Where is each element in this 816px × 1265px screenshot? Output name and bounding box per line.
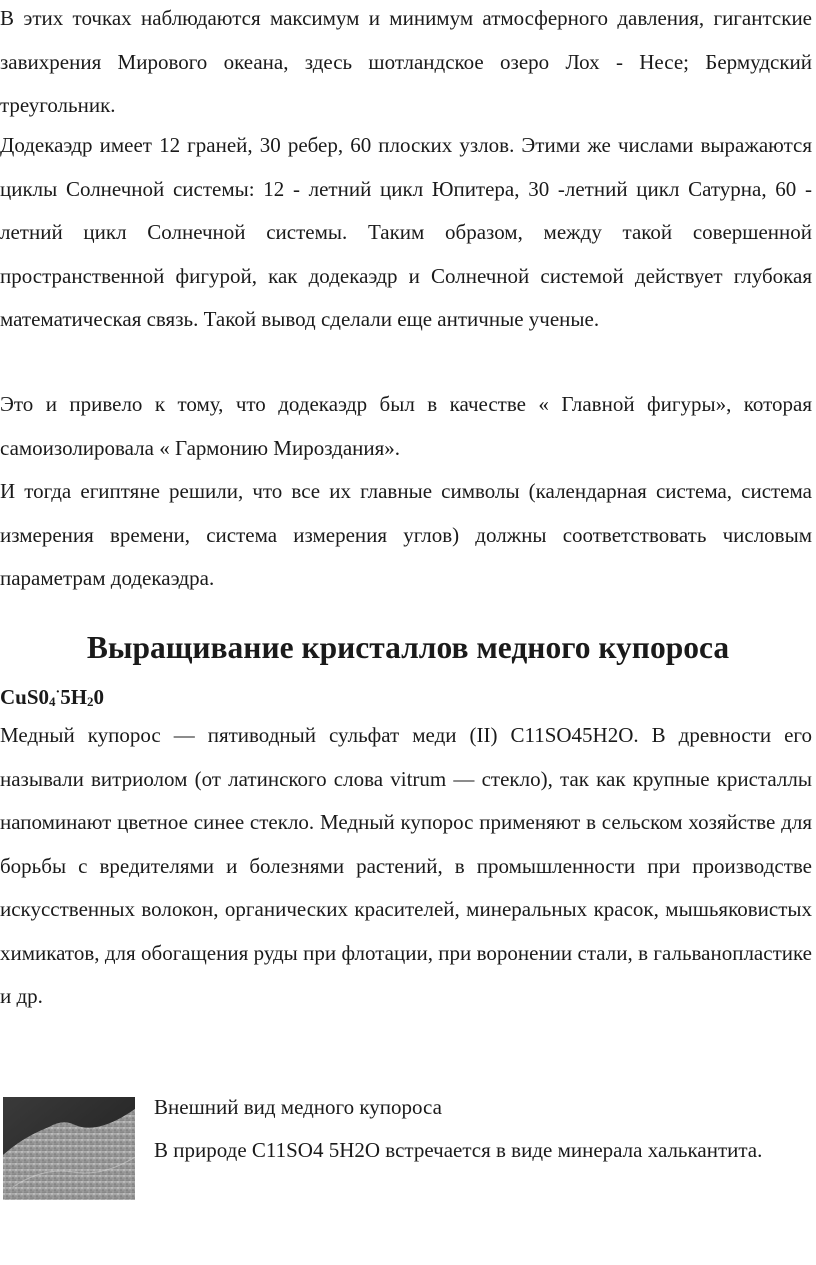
formula-part: 0 [93,685,105,709]
paragraph-dodecahedron: Додекаэдр имеет 12 граней, 30 ребер, 60 плоских узлов. Этими же числами выражаются циклы Солнечной системы: 12 - летний цикл Юпитера, 30 -летний цикл Сатурна, 60 - летний цикл Солнечной системы. Таким образом, между такой совершенной пространственной фигурой, как додекаэдр и Солнечной системой действует глубокая математическая связь. Такой вывод сделали еще античные ученые. [0,133,812,331]
paragraph-main-figure: Это и привело к тому, что додекаэдр был в качестве « Главной фигуры», которая самоизолировала « Гармонию Мироздания». [0,392,812,460]
photo-caption: Внешний вид медного купороса [154,1095,442,1119]
formula-subscript: 2 [87,694,94,709]
formula-dot: · [55,685,61,700]
paragraph-egyptians: И тогда египтяне решили, что все их главные символы (календарная система, система измерения времени, система измерения углов) должны соответствовать числовым параметрам додекаэдра. [0,479,812,590]
formula-part: 5H [60,685,88,709]
formula-subscript: 4 [49,694,56,709]
paragraph-copper-sulfate: Медный купорос — пятиводный сульфат меди (II) C11SO45H2O. В древности его называли витриолом (от латинского слова vitrum — стекло), так как крупные кристаллы напоминают цветное синее стекло. Медный купорос применяют в сельском хозяйстве для борьбы с вредителями и болезнями растений, в промышленности при производстве искусственных волокон, органических красителей, минеральных красок, мышьяковистых химикатов, для обогащения руды при флотации, при воронении стали, в гальванопластике и др. [0,723,812,1008]
section-heading: Выращивание кристаллов медного купороса [86,630,730,665]
paragraph-nature: В природе C11SO4 5H2O встречается в виде минерала халькантита. [154,1138,763,1162]
paragraph-extremes: В этих точках наблюдаются максимум и минимум атмосферного давления, гигантские завихрения Мирового океана, здесь шотландское озеро Лох - Несе; Бермудский треугольник. [0,6,812,117]
formula-part: CuS0 [0,685,50,709]
copper-sulfate-photo [3,1097,135,1200]
